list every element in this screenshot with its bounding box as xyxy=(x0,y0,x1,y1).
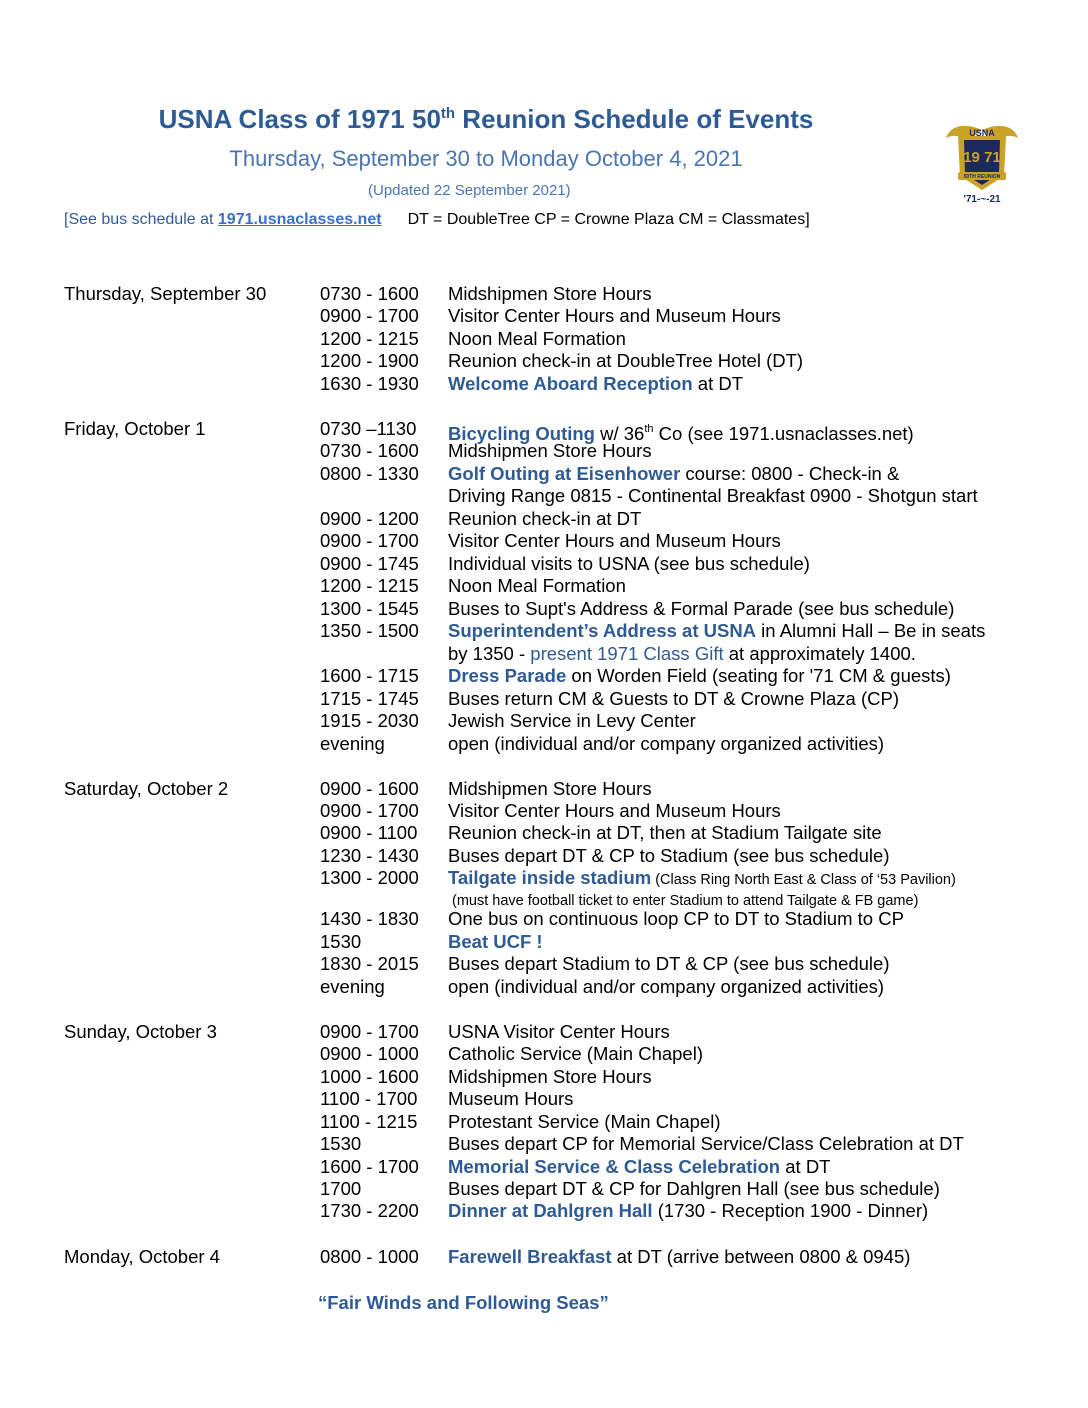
event-text: Individual visits to USNA (see bus schedule) xyxy=(448,553,810,574)
event-text: Driving Range 0815 - Continental Breakfast 0900 - Shotgun start xyxy=(448,485,978,506)
time-range: 0900 - 1200 xyxy=(320,508,419,529)
time-range: 1000 - 1600 xyxy=(320,1066,419,1087)
event-highlight: Golf Outing at Eisenhower xyxy=(448,463,681,484)
event-description xyxy=(448,1021,670,1043)
schedule-row xyxy=(0,1200,1088,1222)
schedule-row xyxy=(0,665,1088,687)
day-label: Thursday, September 30 xyxy=(64,283,267,304)
time-range: 0800 - 1000 xyxy=(320,1246,419,1267)
event-description xyxy=(448,643,916,665)
event-description xyxy=(448,328,626,350)
schedule-row xyxy=(0,328,1088,350)
event-text: at DT xyxy=(692,373,744,394)
event-description xyxy=(448,845,890,867)
closing-motto: “Fair Winds and Following Seas” xyxy=(318,1292,609,1313)
schedule-row xyxy=(0,373,1088,395)
event-description xyxy=(448,953,890,975)
event-text: Noon Meal Formation xyxy=(448,575,626,596)
event-text: in Alumni Hall – Be in seats xyxy=(756,620,986,641)
event-text: Midshipmen Store Hours xyxy=(448,440,652,461)
event-highlight: Superintendent’s Address at USNA xyxy=(448,620,757,641)
time-range: evening xyxy=(320,976,385,997)
time-range: 1200 - 1215 xyxy=(320,328,419,349)
event-text: One bus on continuous loop CP to DT to Stadium to CP xyxy=(448,908,904,929)
schedule-row xyxy=(0,643,1088,665)
schedule-row xyxy=(0,931,1088,953)
event-description xyxy=(448,908,904,930)
event-description xyxy=(448,733,884,755)
event-description xyxy=(448,1178,940,1200)
time-range: 0900 - 1745 xyxy=(320,553,419,574)
time-range: 1530 xyxy=(320,1133,362,1154)
time-range: 0900 - 1700 xyxy=(320,1021,419,1042)
event-description xyxy=(448,553,810,575)
event-description xyxy=(448,976,884,998)
event-description xyxy=(448,1200,928,1222)
event-text: present 1971 Class Gift xyxy=(530,643,724,664)
time-range: 0900 - 1700 xyxy=(320,530,419,551)
event-text: Buses depart DT & CP for Dahlgren Hall (see bus schedule) xyxy=(448,1178,940,1199)
event-text: by 1350 - xyxy=(448,643,531,664)
event-description xyxy=(448,598,954,620)
day-label: Friday, October 1 xyxy=(64,418,206,439)
event-highlight: Dinner at Dahlgren Hall xyxy=(448,1200,653,1221)
event-description xyxy=(448,1111,720,1133)
svg-text:50TH REUNION: 50TH REUNION xyxy=(963,174,1001,180)
time-range: 1300 - 2000 xyxy=(320,867,419,888)
event-description xyxy=(448,931,543,953)
time-range: 1300 - 1545 xyxy=(320,598,419,619)
schedule-row xyxy=(0,1021,1088,1043)
schedule-row xyxy=(0,867,1088,889)
day-label: Saturday, October 2 xyxy=(64,778,229,799)
event-description xyxy=(448,620,985,642)
schedule-row xyxy=(0,508,1088,530)
event-description xyxy=(448,440,652,462)
schedule-row xyxy=(0,1088,1088,1110)
event-text: Jewish Service in Levy Center xyxy=(448,710,696,731)
reunion-crest-logo xyxy=(944,116,1020,208)
time-range: evening xyxy=(320,733,385,754)
schedule-row xyxy=(0,822,1088,844)
event-text: Buses depart Stadium to DT & CP (see bus schedule) xyxy=(448,953,890,974)
event-description xyxy=(448,508,641,530)
event-description xyxy=(448,1066,652,1088)
event-description xyxy=(448,710,696,732)
event-description xyxy=(448,575,626,597)
event-text: Midshipmen Store Hours xyxy=(448,1066,652,1087)
time-range: 1430 - 1830 xyxy=(320,908,419,929)
event-text: Reunion check-in at DT xyxy=(448,508,642,529)
time-range: 1350 - 1500 xyxy=(320,620,419,641)
event-description xyxy=(448,373,743,395)
event-text: at approximately 1400. xyxy=(723,643,916,664)
schedule-row xyxy=(0,1066,1088,1088)
event-text: Midshipmen Store Hours xyxy=(448,283,652,304)
event-text: (must have football ticket to enter Stadium to attend Tailgate & FB game) xyxy=(452,893,919,909)
time-range: 0800 - 1330 xyxy=(320,463,419,484)
event-description xyxy=(448,822,882,844)
abbreviations-legend: DT = DoubleTree CP = Crowne Plaza CM = Classmates] xyxy=(407,211,810,228)
schedule-row xyxy=(0,800,1088,822)
schedule-row xyxy=(0,598,1088,620)
event-text: Reunion check-in at DoubleTree Hotel (DT) xyxy=(448,350,804,371)
schedule-row xyxy=(0,1133,1088,1155)
event-description xyxy=(448,1246,910,1268)
event-text: at DT (arrive between 0800 & 0945) xyxy=(611,1246,911,1267)
event-text: Reunion check-in at DT, then at Stadium Tailgate site xyxy=(448,822,882,843)
day-label: Monday, October 4 xyxy=(64,1246,220,1267)
time-range: 1230 - 1430 xyxy=(320,845,419,866)
schedule-row xyxy=(0,1111,1088,1133)
time-range: 0900 - 1600 xyxy=(320,778,419,799)
schedule-row xyxy=(0,553,1088,575)
event-text: Visitor Center Hours and Museum Hours xyxy=(448,305,781,326)
svg-text:19 71: 19 71 xyxy=(963,149,1001,166)
event-description xyxy=(448,688,899,710)
event-text: Buses return CM & Guests to DT & Crowne Plaza (CP) xyxy=(448,688,900,709)
schedule-row xyxy=(0,305,1088,327)
event-text: th xyxy=(644,423,654,435)
schedule-row xyxy=(0,908,1088,930)
event-description xyxy=(448,867,956,891)
svg-text:'71-~-21: '71-~-21 xyxy=(963,194,1001,205)
time-range: 1730 - 2200 xyxy=(320,1200,419,1221)
bus-schedule-link[interactable]: 1971.usnaclasses.net xyxy=(217,211,382,228)
event-description xyxy=(448,1043,703,1065)
event-description xyxy=(448,665,951,687)
event-text: on Worden Field (seating for '71 CM & guests) xyxy=(566,665,951,686)
schedule-row xyxy=(0,845,1088,867)
time-range: 1200 - 1900 xyxy=(320,350,419,371)
schedule-row xyxy=(0,485,1088,507)
time-range: 1600 - 1715 xyxy=(320,665,419,686)
event-text: Catholic Service (Main Chapel) xyxy=(448,1043,703,1064)
event-description xyxy=(448,778,652,800)
schedule-row xyxy=(0,1156,1088,1178)
page-title: USNA Class of 1971 50th Reunion Schedule of Events xyxy=(158,104,814,134)
event-text: w/ 36 xyxy=(594,423,645,444)
time-range: 0900 - 1100 xyxy=(320,822,418,843)
event-highlight: Bicycling Outing xyxy=(448,423,595,444)
event-text: Co (see 1971.usnaclasses.net) xyxy=(653,423,914,444)
event-text: Museum Hours xyxy=(448,1088,574,1109)
event-text: Buses to Supt's Address & Formal Parade (see bus schedule) xyxy=(448,598,955,619)
event-description xyxy=(448,1088,573,1110)
schedule-row xyxy=(0,530,1088,552)
event-description xyxy=(448,283,652,305)
updated-note: (Updated 22 September 2021) xyxy=(368,182,571,199)
schedule-row xyxy=(0,688,1088,710)
event-highlight: Farewell Breakfast xyxy=(448,1246,612,1267)
event-description xyxy=(448,1133,964,1155)
event-description xyxy=(448,1156,830,1178)
event-text: open (individual and/or company organized activities) xyxy=(448,733,885,754)
schedule-row xyxy=(0,733,1088,755)
time-range: 0900 - 1000 xyxy=(320,1043,419,1064)
bus-schedule-note: [See bus schedule at 1971.usnaclasses.net DT = DoubleTree CP = Crowne Plaza CM = Classmates] xyxy=(64,211,810,228)
time-range: 1530 xyxy=(320,931,362,952)
time-range: 0900 - 1700 xyxy=(320,305,419,326)
time-range: 1630 - 1930 xyxy=(320,373,419,394)
schedule-row xyxy=(0,976,1088,998)
time-range: 1100 - 1700 xyxy=(320,1088,418,1109)
event-text: Buses depart DT & CP to Stadium (see bus schedule) xyxy=(448,845,890,866)
schedule-row xyxy=(0,778,1088,800)
schedule-row xyxy=(0,440,1088,462)
event-description xyxy=(448,305,781,327)
schedule-row xyxy=(0,1043,1088,1065)
event-description xyxy=(448,463,899,485)
event-text: (Class Ring North East & Class of ‘53 Pavilion) xyxy=(651,872,956,888)
event-text: Protestant Service (Main Chapel) xyxy=(448,1111,721,1132)
time-range: 0900 - 1700 xyxy=(320,800,419,821)
event-text: USNA Visitor Center Hours xyxy=(448,1021,670,1042)
time-range: 1915 - 2030 xyxy=(320,710,419,731)
event-text: open (individual and/or company organized activities) xyxy=(448,976,885,997)
schedule-row xyxy=(0,1178,1088,1200)
event-text: Visitor Center Hours and Museum Hours xyxy=(448,800,781,821)
event-description xyxy=(448,800,781,822)
event-description xyxy=(448,530,781,552)
event-text: Buses depart CP for Memorial Service/Class Celebration at DT xyxy=(448,1133,964,1154)
event-highlight: Tailgate inside stadium xyxy=(448,867,652,888)
time-range: 0730 - 1600 xyxy=(320,440,419,461)
schedule-row xyxy=(0,283,1088,305)
event-highlight: Welcome Aboard Reception xyxy=(448,373,693,394)
svg-text:USNA: USNA xyxy=(969,128,995,138)
day-label: Sunday, October 3 xyxy=(64,1021,217,1042)
schedule-row xyxy=(0,710,1088,732)
event-highlight: Dress Parade xyxy=(448,665,567,686)
schedule-row xyxy=(0,620,1088,642)
event-text: Noon Meal Formation xyxy=(448,328,626,349)
schedule-row xyxy=(0,575,1088,597)
event-text: at DT xyxy=(780,1156,831,1177)
event-text: Visitor Center Hours and Museum Hours xyxy=(448,530,781,551)
schedule-row xyxy=(0,463,1088,485)
event-description xyxy=(448,485,978,507)
event-text: (1730 - Reception 1900 - Dinner) xyxy=(652,1200,929,1221)
time-range: 1600 - 1700 xyxy=(320,1156,419,1177)
schedule-row xyxy=(0,1246,1088,1268)
time-range: 1830 - 2015 xyxy=(320,953,419,974)
time-range: 1200 - 1215 xyxy=(320,575,419,596)
schedule-row xyxy=(0,953,1088,975)
event-text: Midshipmen Store Hours xyxy=(448,778,652,799)
date-range-subtitle: Thursday, September 30 to Monday October 4, 2021 xyxy=(229,146,743,171)
schedule-row xyxy=(0,350,1088,372)
time-range: 0730 - 1600 xyxy=(320,283,419,304)
schedule-row xyxy=(0,418,1088,444)
time-range: 0730 –1130 xyxy=(320,418,417,439)
time-range: 1100 - 1215 xyxy=(320,1111,418,1132)
event-highlight: Beat UCF ! xyxy=(448,931,543,952)
event-description xyxy=(448,350,803,372)
event-text: course: 0800 - Check-in & xyxy=(680,463,900,484)
time-range: 1715 - 1745 xyxy=(320,688,419,709)
time-range: 1700 xyxy=(320,1178,362,1199)
event-highlight: Memorial Service & Class Celebration xyxy=(448,1156,781,1177)
